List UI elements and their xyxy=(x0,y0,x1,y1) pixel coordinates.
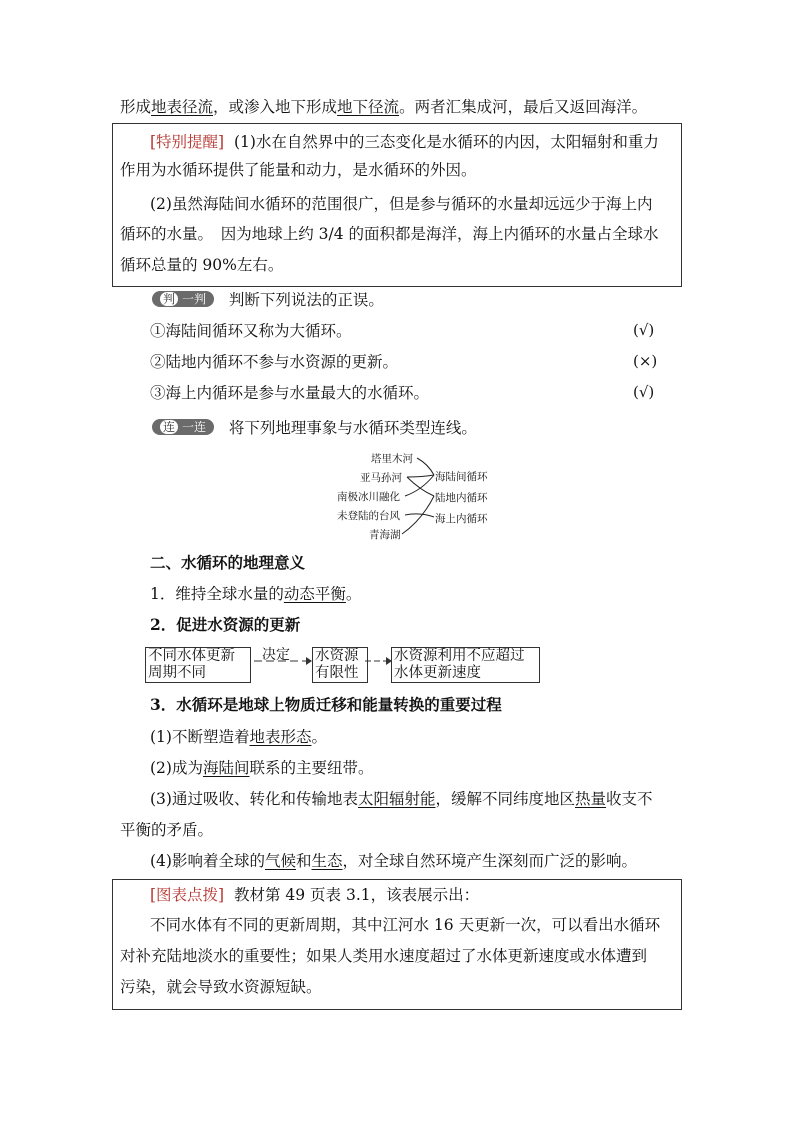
text-segment: 。两者汇集成河，最后又返回海洋。 xyxy=(399,98,648,116)
judge-mark: (√) xyxy=(633,383,655,401)
tip-text: 作用为水循环提供了能量和动力，是水循环的外因。 xyxy=(120,161,477,179)
chart-tip-text: 不同水体有不同的更新周期，其中江河水 16 天更新一次，可以看出水循环 xyxy=(150,916,661,934)
matching-left-item: 南极冰川融化 xyxy=(337,491,400,503)
judge-instruction: 判断下列说法的正误。 xyxy=(228,291,384,309)
flow-box-usage-rule: 水资源利用不应超过 水体更新速度 xyxy=(391,647,540,683)
judge-item: ②陆地内循环不参与水资源的更新。 xyxy=(150,353,399,371)
judge-item: ③海上内循环是参与水量最大的水循环。 xyxy=(150,384,430,402)
chart-tip-text: 教材第 49 页表 3.1，该表展示出： xyxy=(233,886,480,904)
flow-box-limited: 水资源 有限性 xyxy=(312,647,368,683)
section-heading: 二、水循环的地理意义 xyxy=(150,553,306,572)
flow-arrow-label: 决定 xyxy=(262,647,290,663)
matching-right-item: 陆地内循环 xyxy=(435,492,488,504)
solar-energy-term: 太阳辐射能 xyxy=(357,790,436,808)
sub-item-4: (4)影响着全球的气候和生态，对全球自然环境产生深刻而广泛的影响。 xyxy=(150,852,638,870)
surface-runoff-term: 地表径流 xyxy=(151,98,214,116)
top-paragraph-line xyxy=(120,96,647,118)
heat-term: 热量 xyxy=(575,790,607,808)
link-heading xyxy=(152,417,477,439)
tip-text: (2)虽然海陆间水循环的范围很广，但是参与循环的水量却远远少于海上内 xyxy=(150,195,653,213)
chart-tip-text: 污染，就会导致水资源短缺。 xyxy=(120,978,322,996)
judge-mark: (×) xyxy=(633,352,658,370)
item-1: 1．维持全球水量的动态平衡。 xyxy=(150,585,362,603)
matching-left-item: 未登陆的台风 xyxy=(337,510,400,522)
sub-item-1: (1)不断塑造着地表形态。 xyxy=(150,728,327,746)
matching-connector-lines xyxy=(400,450,440,540)
item-2: 2．促进水资源的更新 xyxy=(150,615,301,634)
chart-tip-line-1 xyxy=(150,884,479,906)
sub-item-3: (3)通过吸收、转化和传输地表太阳辐射能，缓解不同纬度地区热量收支不 xyxy=(150,790,653,808)
judge-tag: 判 一判 xyxy=(152,291,214,307)
judge-heading xyxy=(152,289,384,311)
tip-text: (1)水在自然界中的三态变化是水循环的内因，太阳辐射和重力 xyxy=(233,133,659,151)
text-segment: ，或渗入地下形成 xyxy=(213,98,338,116)
matching-right-item: 海陆间循环 xyxy=(435,471,488,483)
tip-text: 循环总量的 90%左右。 xyxy=(120,256,284,274)
climate-term: 气候 xyxy=(264,852,296,870)
matching-left-item: 塔里木河 xyxy=(371,453,413,465)
ecology-term: 生态 xyxy=(311,852,343,870)
matching-left-item: 亚马孙河 xyxy=(360,472,402,484)
link-tag: 连 一连 xyxy=(152,419,214,435)
matching-right-item: 海上内循环 xyxy=(435,513,488,525)
tip-line-1 xyxy=(150,131,659,153)
sub-item-3-cont: 平衡的矛盾。 xyxy=(120,821,214,839)
link-instruction: 将下列地理事象与水循环类型连线。 xyxy=(228,419,477,437)
landform-term: 地表形态 xyxy=(249,728,312,746)
matching-left-item: 青海湖 xyxy=(369,529,401,541)
underground-runoff-term: 地下径流 xyxy=(337,98,400,116)
flow-box-update-period: 不同水体更新 周期不同 xyxy=(145,647,251,683)
sea-land-term: 海陆间 xyxy=(202,759,250,777)
dynamic-balance-term: 动态平衡 xyxy=(283,585,346,603)
tip-text: 循环的水量。 因为地球上约 3/4 的面积都是海洋，海上内循环的水量占全球水 xyxy=(120,225,659,243)
judge-item: ①海陆间循环又称为大循环。 xyxy=(150,322,352,340)
chart-tip-label: [图表点拨] xyxy=(150,886,225,904)
chart-tip-text: 对补充陆地淡水的重要性；如果人类用水速度超过了水体更新速度或水体遭到 xyxy=(120,947,648,965)
text-segment: 形成 xyxy=(120,98,152,116)
judge-mark: (√) xyxy=(633,321,655,339)
special-reminder-label: [特别提醒] xyxy=(150,133,225,151)
sub-item-2: (2)成为海陆间联系的主要纽带。 xyxy=(150,759,374,777)
item-3: 3．水循环是地球上物质迁移和能量转换的重要过程 xyxy=(150,695,502,714)
